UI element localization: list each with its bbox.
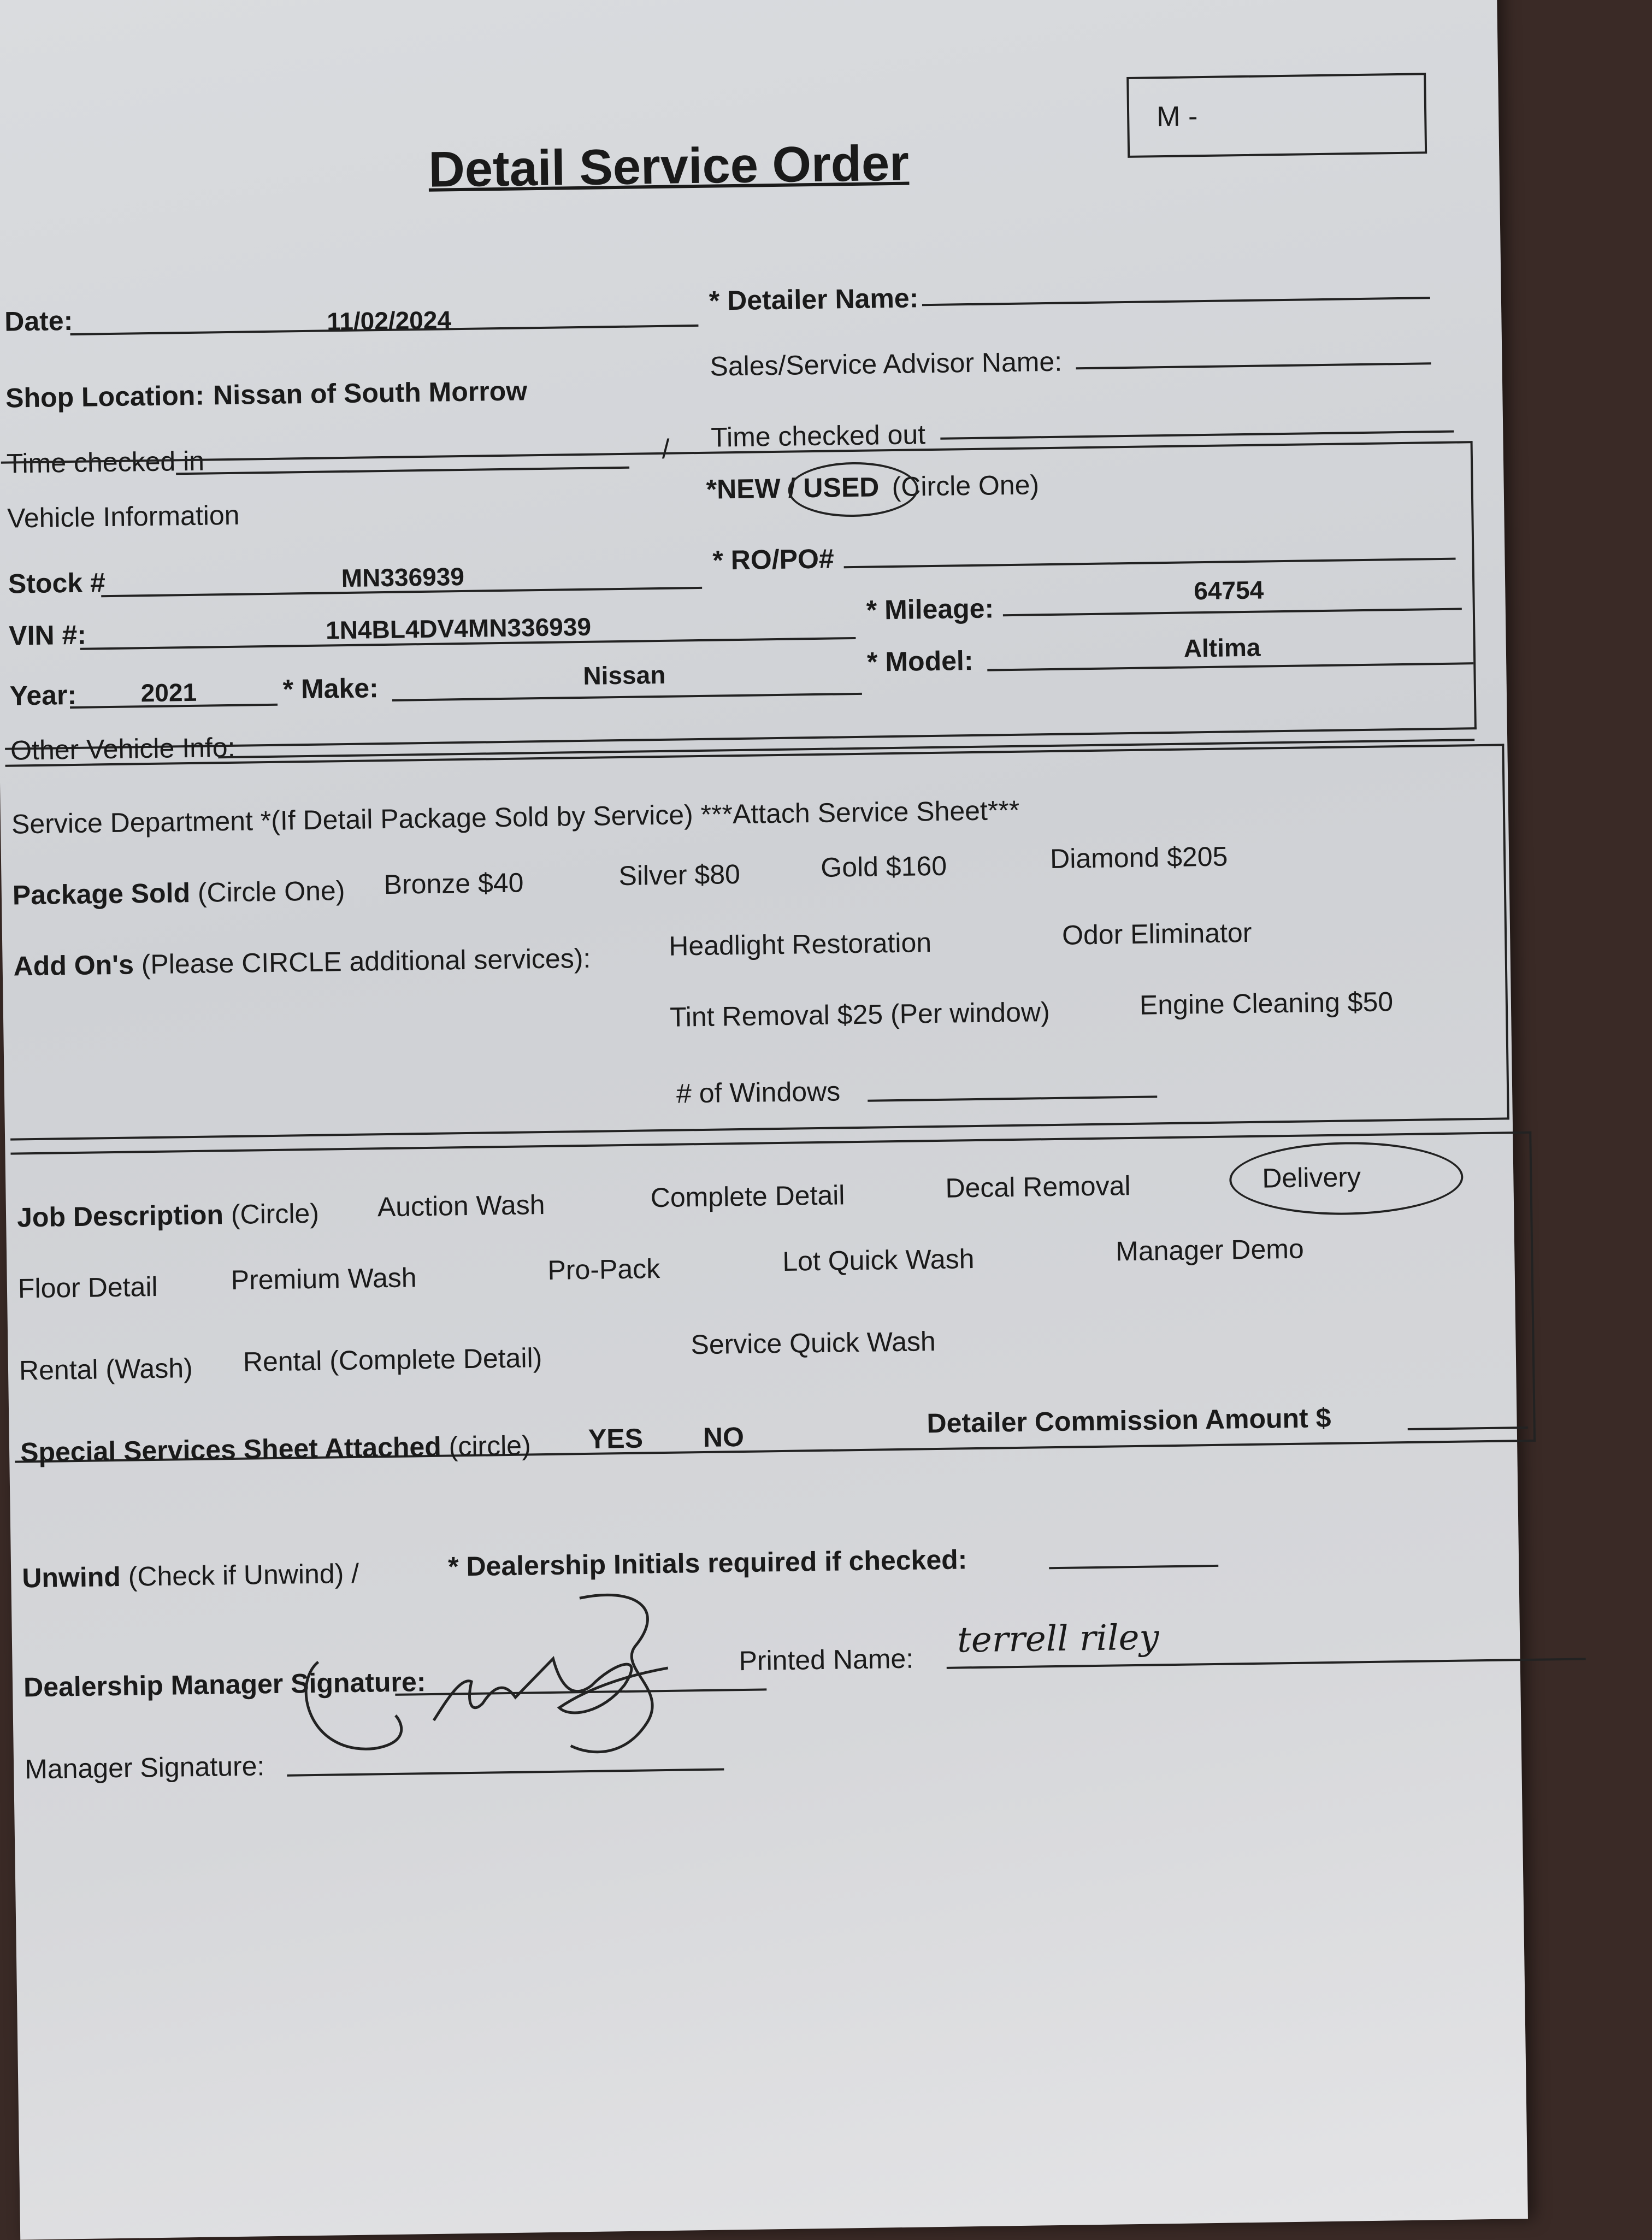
dealership-signature-label: Dealership Manager Signature: — [23, 1666, 426, 1703]
shop-location-label: Shop Location: — [5, 380, 205, 414]
make-label: * Make: — [282, 673, 379, 705]
time-out-label: Time checked out — [710, 419, 926, 453]
page-title: Detail Service Order — [428, 135, 910, 198]
detailer-label: * Detailer Name: — [709, 282, 919, 316]
stock-value[interactable]: MN336939 — [341, 562, 465, 593]
time-out-line[interactable] — [940, 431, 1454, 440]
new-used-label: *NEW / USED — [706, 471, 880, 505]
shop-location-value: Nissan of South Morrow — [213, 375, 528, 411]
job-description-label-bold: Job Description — [16, 1199, 224, 1233]
package-bronze[interactable]: Bronze $40 — [384, 867, 524, 900]
job-description-label-rest: (Circle) — [231, 1198, 320, 1230]
special-services-label-bold: Special Services Sheet Attached — [20, 1431, 442, 1468]
job-rental-wash[interactable]: Rental (Wash) — [19, 1353, 193, 1386]
unwind-label-rest: (Check if Unwind) / — [128, 1558, 359, 1592]
package-label — [12, 875, 345, 911]
job-rental-complete-detail[interactable]: Rental (Complete Detail) — [243, 1342, 542, 1377]
addon-headlight-restoration[interactable]: Headlight Restoration — [668, 927, 932, 962]
vehicle-info-label: Vehicle Information — [7, 499, 240, 534]
advisor-label: Sales/Service Advisor Name: — [710, 346, 1063, 382]
job-complete-detail[interactable]: Complete Detail — [650, 1180, 845, 1213]
model-value[interactable]: Altima — [1183, 633, 1261, 663]
job-floor-detail[interactable]: Floor Detail — [17, 1271, 158, 1304]
addon-tint-removal[interactable]: Tint Removal $25 (Per window) — [669, 997, 1051, 1033]
job-service-quick-wash[interactable]: Service Quick Wash — [691, 1326, 936, 1360]
ro-label: * RO/PO# — [712, 543, 835, 576]
mileage-label: * Mileage: — [866, 593, 994, 626]
job-delivery[interactable]: Delivery — [1261, 1162, 1361, 1194]
package-diamond[interactable]: Diamond $205 — [1049, 841, 1228, 875]
printed-name-line — [947, 1658, 1586, 1669]
other-vehicle-info-label: Other Vehicle Info: — [10, 732, 235, 766]
addon-engine-cleaning[interactable]: Engine Cleaning $50 — [1139, 986, 1394, 1021]
date-label: Date: — [4, 305, 73, 337]
special-services-label-rest: (circle) — [449, 1430, 532, 1462]
stock-label: Stock # — [8, 567, 106, 599]
time-slash: / — [662, 433, 670, 464]
windows-label: # of Windows — [676, 1076, 841, 1109]
job-manager-demo[interactable]: Manager Demo — [1115, 1233, 1305, 1267]
model-label: * Model: — [866, 645, 974, 677]
package-gold[interactable]: Gold $160 — [820, 850, 947, 883]
order-number-prefix: M - — [1156, 101, 1198, 133]
dealership-signature — [284, 1575, 724, 1777]
unwind-label-bold: Unwind — [21, 1561, 121, 1594]
initials-line[interactable] — [1049, 1565, 1218, 1569]
order-number-box[interactable] — [1126, 73, 1427, 158]
circle-one-label: (Circle One) — [892, 469, 1040, 503]
package-label-bold: Package Sold — [12, 877, 191, 911]
year-label: Year: — [9, 679, 77, 711]
commission-label: Detailer Commission Amount $ — [927, 1402, 1331, 1439]
job-premium-wash[interactable]: Premium Wash — [231, 1262, 417, 1296]
year-value[interactable]: 2021 — [140, 677, 197, 708]
job-description-label — [17, 1198, 320, 1234]
printed-name-value[interactable]: terrell riley — [957, 1617, 1160, 1661]
job-auction-wash[interactable]: Auction Wash — [377, 1189, 545, 1223]
manager-signature-label: Manager Signature: — [24, 1750, 265, 1785]
detailer-name-line[interactable] — [922, 297, 1430, 306]
job-decal-removal[interactable]: Decal Removal — [945, 1170, 1131, 1204]
vin-value[interactable]: 1N4BL4DV4MN336939 — [325, 612, 592, 645]
printed-name-label: Printed Name: — [739, 1643, 914, 1677]
vin-label: VIN #: — [8, 619, 87, 651]
job-pro-pack[interactable]: Pro-Pack — [547, 1253, 660, 1286]
job-lot-quick-wash[interactable]: Lot Quick Wash — [782, 1243, 975, 1277]
date-value[interactable]: 11/02/2024 — [326, 305, 452, 336]
special-no-option[interactable]: NO — [703, 1421, 745, 1453]
initials-label: * Dealership Initials required if checked: — [447, 1544, 967, 1582]
special-services-label — [20, 1429, 531, 1468]
addons-label-bold: Add On's — [13, 949, 134, 982]
mileage-value[interactable]: 64754 — [1193, 575, 1264, 605]
time-in-label: Time checked in — [6, 445, 205, 479]
advisor-name-line[interactable] — [1076, 362, 1431, 369]
package-silver[interactable]: Silver $80 — [618, 858, 741, 892]
service-heading: Service Department *(If Detail Package Sold by Service) ***Attach Service Sheet*** — [11, 794, 1020, 840]
package-label-rest: (Circle One) — [197, 875, 345, 908]
make-value[interactable]: Nissan — [583, 660, 666, 690]
special-yes-option[interactable]: YES — [588, 1423, 644, 1454]
addon-odor-eliminator[interactable]: Odor Eliminator — [1061, 917, 1252, 951]
addons-label-rest: (Please CIRCLE additional services): — [141, 942, 591, 980]
